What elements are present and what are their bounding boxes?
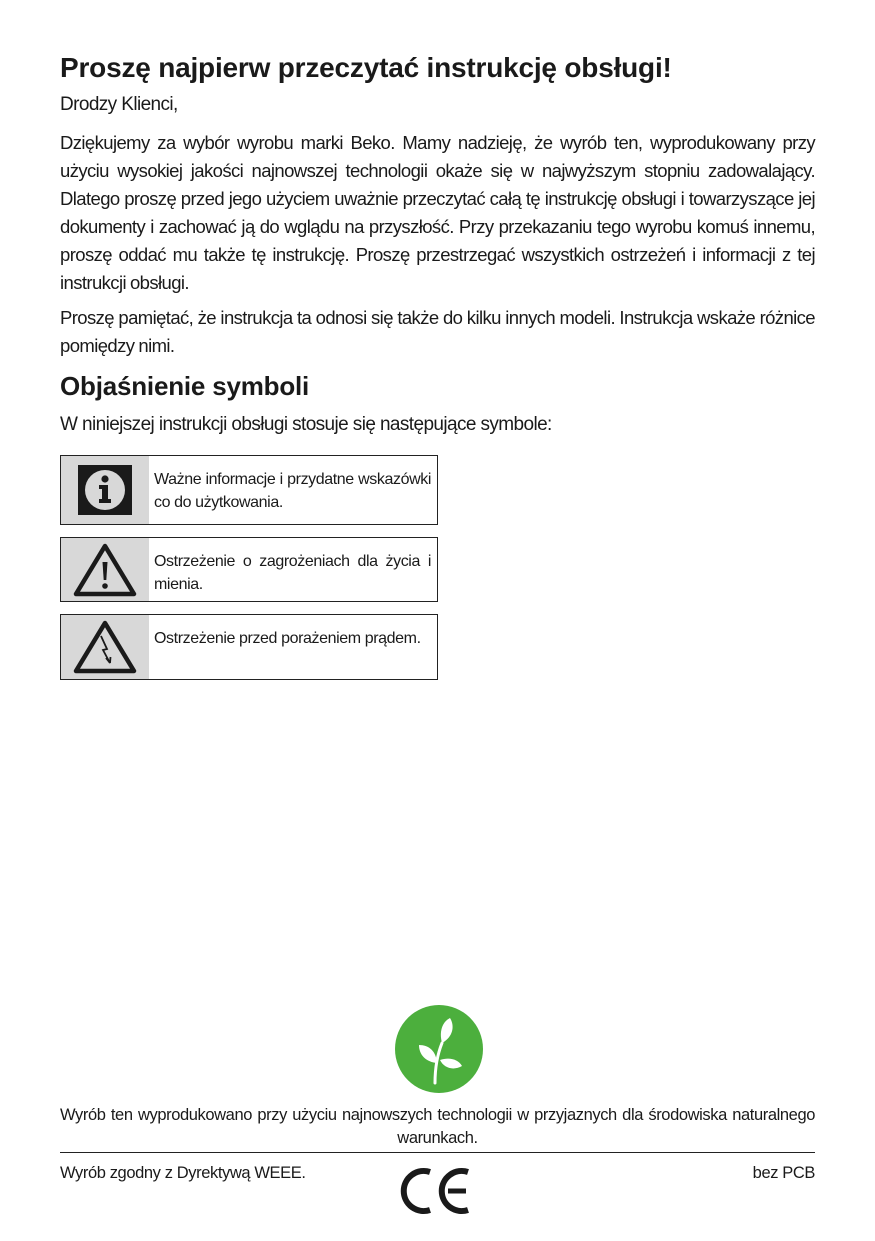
page-title: Proszę najpierw przeczytać instrukcję obsługi! bbox=[60, 52, 672, 83]
footer-divider bbox=[60, 1152, 815, 1153]
intro-paragraph: Dziękujemy za wybór wyrobu marki Beko. Mamy nadzieję, że wyrób ten, wyprodukowany przy użyciu wysokiej jakości najnowszej technologii okaże się w najwyższym stopniu zadowalający. Dlatego proszę przed jego użyciem uważnie przeczytać całą tę instrukcję obsługi i towarzyszące jej dokumenty i zachować ją do wglądu na przyszłość. Przy przekazaniu tego wyrobu komuś innemu, proszę oddać mu także tę instrukcję. Proszę przestrzegać wszystkich ostrzeżeń i informacji z tej instrukcji obsługi. bbox=[60, 132, 815, 293]
symbols-intro: W niniejszej instrukcji obsługi stosuje się następujące symbole: bbox=[60, 414, 552, 435]
models-note-paragraph: Proszę pamiętać, że instrukcja ta odnosi się także do kilku innych modeli. Instrukcja wskaże różnice pomiędzy nimi. bbox=[60, 307, 815, 356]
info-icon bbox=[78, 465, 132, 515]
eco-leaf-icon bbox=[395, 1005, 483, 1093]
symbol-shock-text: Ostrzeżenie przed porażeniem prądem. bbox=[154, 630, 421, 647]
greeting: Drodzy Klienci, bbox=[60, 94, 178, 115]
ce-mark-icon bbox=[396, 1163, 476, 1219]
symbol-info-box bbox=[60, 455, 438, 525]
pcb-free-label: bez PCB bbox=[752, 1164, 815, 1182]
electric-shock-icon bbox=[73, 620, 137, 674]
symbol-warning-text: Ostrzeżenie o zagrożeniach dla życia i mienia. bbox=[154, 553, 431, 593]
warning-icon bbox=[73, 543, 137, 597]
weee-compliance: Wyrób zgodny z Dyrektywą WEEE. bbox=[60, 1164, 306, 1182]
eco-statement: Wyrób ten wyprodukowano przy użyciu najnowszych technologii w przyjaznych dla środowiska naturalnego warunkach. bbox=[60, 1106, 815, 1147]
symbols-heading: Objaśnienie symboli bbox=[60, 371, 310, 401]
symbol-shock-box bbox=[60, 614, 438, 680]
symbol-info-text: Ważne informacje i przydatne wskazówki co do użytkowania. bbox=[154, 471, 431, 511]
symbol-warning-box bbox=[60, 537, 438, 602]
